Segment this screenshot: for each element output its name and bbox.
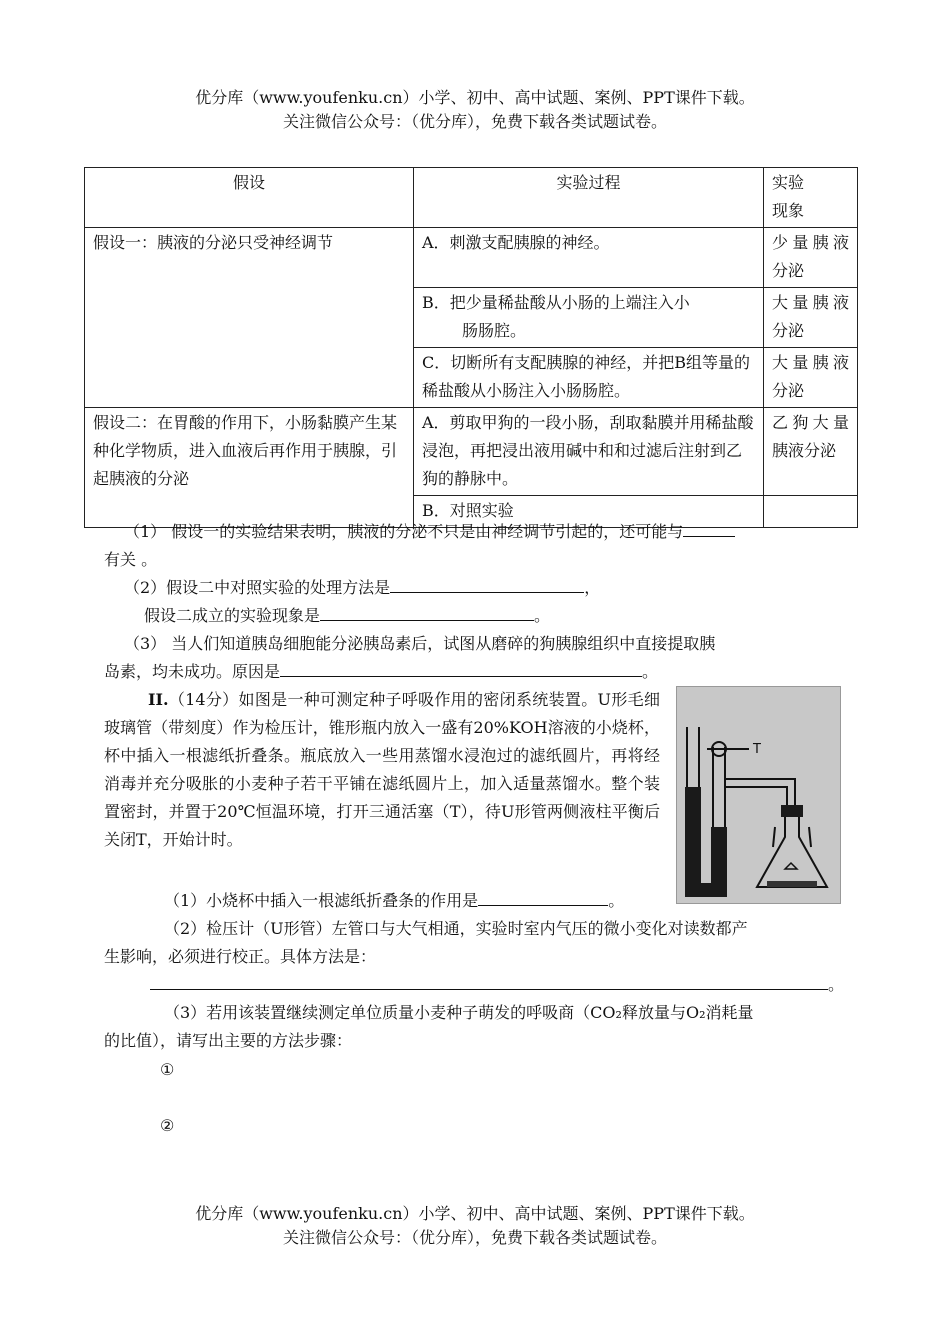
answer-blank-p2-s1[interactable] — [478, 887, 608, 906]
apparatus-photo — [676, 686, 841, 904]
table-header-row — [85, 168, 858, 228]
step-2-marker: ② — [160, 1116, 175, 1135]
footer-line-1: 优分库（www.youfenku.cn）小学、初中、高中试题、案例、PPT课件下载。 — [195, 1204, 755, 1223]
page-footer — [0, 1202, 950, 1250]
header-line-2: 关注微信公众号：（优分库），免费下载各类试题试卷。 — [282, 112, 667, 131]
process-1b-line2: 肠肠腔。 — [462, 321, 527, 340]
question-1-text: （1） 假设一的实验结果表明，胰液的分泌不只是由神经调节引起的，还可能与 — [124, 522, 684, 541]
process-1a: A．刺激支配胰腺的神经。 — [414, 228, 764, 288]
question-2-end: 。 — [534, 606, 551, 625]
process-1b-line1: B．把少量稀盐酸从小肠的上端注入小 — [422, 293, 690, 312]
observation-1c: 大量胰液分泌 — [764, 348, 858, 408]
observation-2a: 乙狗大量胰液分泌 — [764, 408, 858, 496]
part2-intro-text: （14分）如图是一种可测定种子呼吸作用的密闭系统装置。U形毛细玻璃管（带刻度）作为检压计，锥形瓶内放入一盛有20%KOH溶液的小烧杯，杯中插入一根滤纸折叠条。瓶底放入一些用蒸馏水浸泡过的滤纸圆片，再将经消毒并充分吸胀的小麦种子若干平铺在滤纸圆片上，加入适量蒸馏水。整个装置密封，并置于20℃恒温环境，打开三通活塞（T），待U形管两侧液柱平衡后关闭T，开始计时。 — [104, 690, 660, 849]
answer-blank-p2-s2[interactable] — [150, 971, 828, 990]
header-observation-line1: 实验 — [772, 173, 805, 192]
part2-label: II. — [148, 690, 169, 709]
process-1c: C．切断所有支配胰腺的神经，并把B组等量的稀盐酸从小肠注入小肠肠腔。 — [414, 348, 764, 408]
question-2-text: （2）假设二中对照实验的处理方法是 — [124, 578, 391, 597]
header-hypothesis: 假设 — [85, 168, 414, 228]
question-2-line1 — [124, 574, 600, 602]
question-2-line2 — [144, 602, 550, 630]
hypothesis-2: 假设二：在胃酸的作用下，小肠黏膜产生某种化学物质，进入血液后再作用于胰腺，引起胰液的分泌 — [85, 408, 414, 528]
apparatus-diagram — [677, 687, 840, 903]
experiment-table — [84, 167, 858, 528]
question-2-text-2: 假设二成立的实验现象是 — [144, 606, 321, 625]
question-2-comma: ， — [584, 578, 601, 597]
process-2b: B．对照实验 — [414, 496, 764, 528]
process-2a: A．剪取甲狗的一段小肠，刮取黏膜并用稀盐酸浸泡，再把浸出液用碱中和和过滤后注射到乙狗的静脉中。 — [414, 408, 764, 496]
header-process: 实验过程 — [414, 168, 764, 228]
observation-1b: 大量胰液分泌 — [764, 288, 858, 348]
part2-sub3-line2: 的比值），请写出主要的方法步骤： — [104, 1031, 353, 1050]
question-3-text-2: 岛素，均未成功。原因是 — [104, 662, 281, 681]
question-1-line2: 有关 。 — [104, 550, 158, 569]
part2-sub1-text: （1）小烧杯中插入一根滤纸折叠条的作用是 — [164, 891, 479, 910]
part2-sub2-answer-line — [150, 971, 844, 999]
question-3-line1: （3） 当人们知道胰岛细胞能分泌胰岛素后，试图从磨碎的狗胰腺组织中直接提取胰 — [124, 634, 716, 653]
part2-sub2-line1: （2）检压计（U形管）左管口与大气相通，实验时室内气压的微小变化对读数都产 — [164, 919, 748, 938]
answer-blank-q1[interactable] — [683, 518, 735, 537]
valve-label: T — [753, 742, 761, 757]
question-1-line1 — [124, 518, 735, 546]
process-1b — [414, 288, 764, 348]
observation-1a: 少量胰液分泌 — [764, 228, 858, 288]
hypothesis-1: 假设一：胰液的分泌只受神经调节 — [85, 228, 414, 408]
question-3-end: 。 — [642, 662, 659, 681]
part2-sub2-end: 。 — [828, 975, 845, 994]
page-header — [0, 86, 950, 134]
part2-sub2-line2: 生影响，必须进行校正。具体方法是： — [104, 947, 377, 966]
table-row — [85, 228, 858, 288]
part2-sub1-end: 。 — [608, 891, 625, 910]
table-row — [85, 408, 858, 496]
answer-blank-q3[interactable] — [280, 658, 642, 677]
header-observation — [764, 168, 858, 228]
answer-blank-q2b[interactable] — [320, 602, 534, 621]
observation-2b — [764, 496, 858, 528]
answer-blank-q2a[interactable] — [390, 574, 584, 593]
part2-sub1 — [164, 887, 624, 915]
part2-intro — [104, 686, 660, 854]
step-1-marker: ① — [160, 1060, 175, 1079]
header-line-1: 优分库（www.youfenku.cn）小学、初中、高中试题、案例、PPT课件下载。 — [195, 88, 755, 107]
footer-line-2: 关注微信公众号：（优分库），免费下载各类试题试卷。 — [282, 1228, 667, 1247]
question-3-line2 — [104, 658, 658, 686]
header-observation-line2: 现象 — [772, 201, 805, 220]
part2-sub3-line1: （3）若用该装置继续测定单位质量小麦种子萌发的呼吸商（CO₂释放量与O₂消耗量 — [164, 1003, 754, 1022]
